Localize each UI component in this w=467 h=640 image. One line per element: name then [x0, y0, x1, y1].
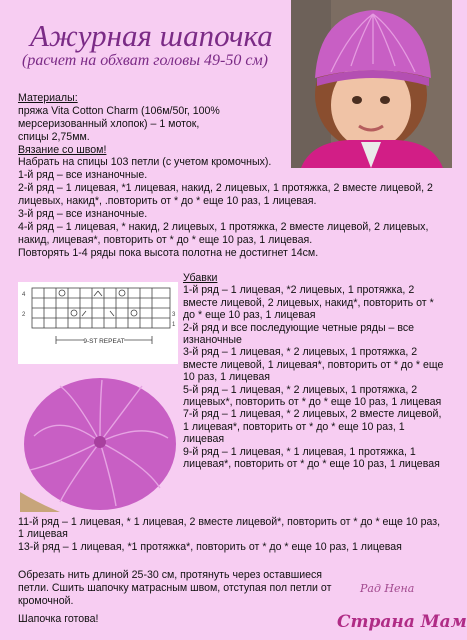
- decrease-row-2: 2-й ряд и все последующие четные ряды – все изнаночные: [183, 321, 415, 347]
- girl-hat-photo: [291, 0, 452, 168]
- svg-text:3: 3: [172, 312, 176, 318]
- row-13-text: 13-й ряд – 1 лицевая, *1 протяжка*, повторить от * до * еще 10 раз, 1 лицевая: [18, 540, 402, 553]
- decrease-row-1: 1-й ряд – 1 лицевая, *2 лицевых, 1 протяжка, 2 вместе лицевой, 2 лицевых, накид*, повторить от * до * еще 10 раз, 1 лицевая: [183, 284, 434, 322]
- decreases-section: [183, 272, 445, 471]
- author-signature: Рад Нена: [360, 582, 415, 595]
- stitch-chart: [18, 282, 178, 364]
- instruction-heading: Вязание со швом!: [18, 144, 107, 156]
- hat-top-photo: [20, 372, 178, 512]
- site-logo: Страна Мам: [337, 612, 467, 632]
- materials-yarn: пряжа Vita Cotton Charm (106м/50г, 100% мерсеризованный хлопок) – 1 моток,: [18, 105, 220, 130]
- hat-top-illustration: [20, 372, 178, 512]
- row-4-text: 4-й ряд – 1 лицевая, * накид, 2 лицевых, 1 протяжка, 2 вместе лицевой, 2 лицевых, накид, лицевая*, повторить от * до * еще 10 раз, 1 лицевая.: [18, 221, 429, 246]
- decrease-row-5: 5-й ряд – 1 лицевая, * 2 лицевых, 1 протяжка, 2 лицевых*, повторить от * до * еще 10 раз, 1 лицевая: [183, 383, 442, 409]
- materials-heading: Материалы:: [18, 92, 78, 104]
- materials-section: [18, 92, 288, 157]
- row-1-text: 1-й ряд – все изнаночные.: [18, 169, 148, 181]
- svg-text:2: 2: [22, 312, 26, 318]
- decrease-row-3: 3-й ряд – 1 лицевая, * 2 лицевых, 1 протяжка, 2 вместе лицевой, 1 лицевая*, повторить от * до * еще 10 раз, 1 лицевая: [183, 346, 444, 384]
- decrease-row-7: 7-й ряд – 1 лицевая, * 2 лицевых, 2 вместе лицевой, 1 лицевая*, повторить от * до * еще 10 раз, 1 лицевая: [183, 408, 442, 446]
- materials-needles: спицы 2,75мм.: [18, 131, 90, 143]
- row-3-text: 3-й ряд – все изнаночные.: [18, 208, 148, 220]
- ready-text: Шапочка готова!: [18, 613, 99, 625]
- chart-repeat-label: 9-ST REPEAT: [83, 338, 125, 345]
- finish-text: Обрезать нить длиной 25-30 см, протянуть через оставшиеся петли. Сшить шапочку матрасным швом, отступая пол петли от кромочной.: [18, 569, 332, 607]
- svg-text:4: 4: [22, 292, 26, 298]
- girl-hat-illustration: [291, 0, 452, 168]
- svg-text:1: 1: [172, 322, 176, 328]
- cast-on-text: Набрать на спицы 103 петли (с учетом кромочных).: [18, 156, 272, 168]
- row-2-text: 2-й ряд – 1 лицевая, *1 лицевая, накид, 2 лицевых, 1 протяжка, 2 вместе лицевой, 2 лицевых, накид*, .повторить от * до * еще 10 раз, 1 лицевая.: [18, 182, 433, 207]
- row-11-text: 11-й ряд – 1 лицевая, * 1 лицевая, 2 вместе лицевой*, повторить от * до * еще 10 раз, 1 лицевая: [18, 516, 441, 541]
- bottom-rows: [18, 516, 443, 553]
- page-subtitle: (расчет на обхват головы 49-50 см): [22, 52, 269, 69]
- main-instructions: [18, 156, 438, 260]
- decrease-row-9: 9-й ряд – 1 лицевая, * 1 лицевая, 1 протяжка, 1 лицевая*, повторить от * до * еще 10 раз, 1 лицевая: [183, 445, 440, 471]
- stitch-chart-grid: [18, 282, 178, 364]
- page-title: Ажурная шапочка: [30, 18, 273, 53]
- repeat-text: Повторять 1-4 ряды пока высота полотна не достигнет 14см.: [18, 247, 319, 259]
- decreases-heading: Убавки: [183, 272, 218, 284]
